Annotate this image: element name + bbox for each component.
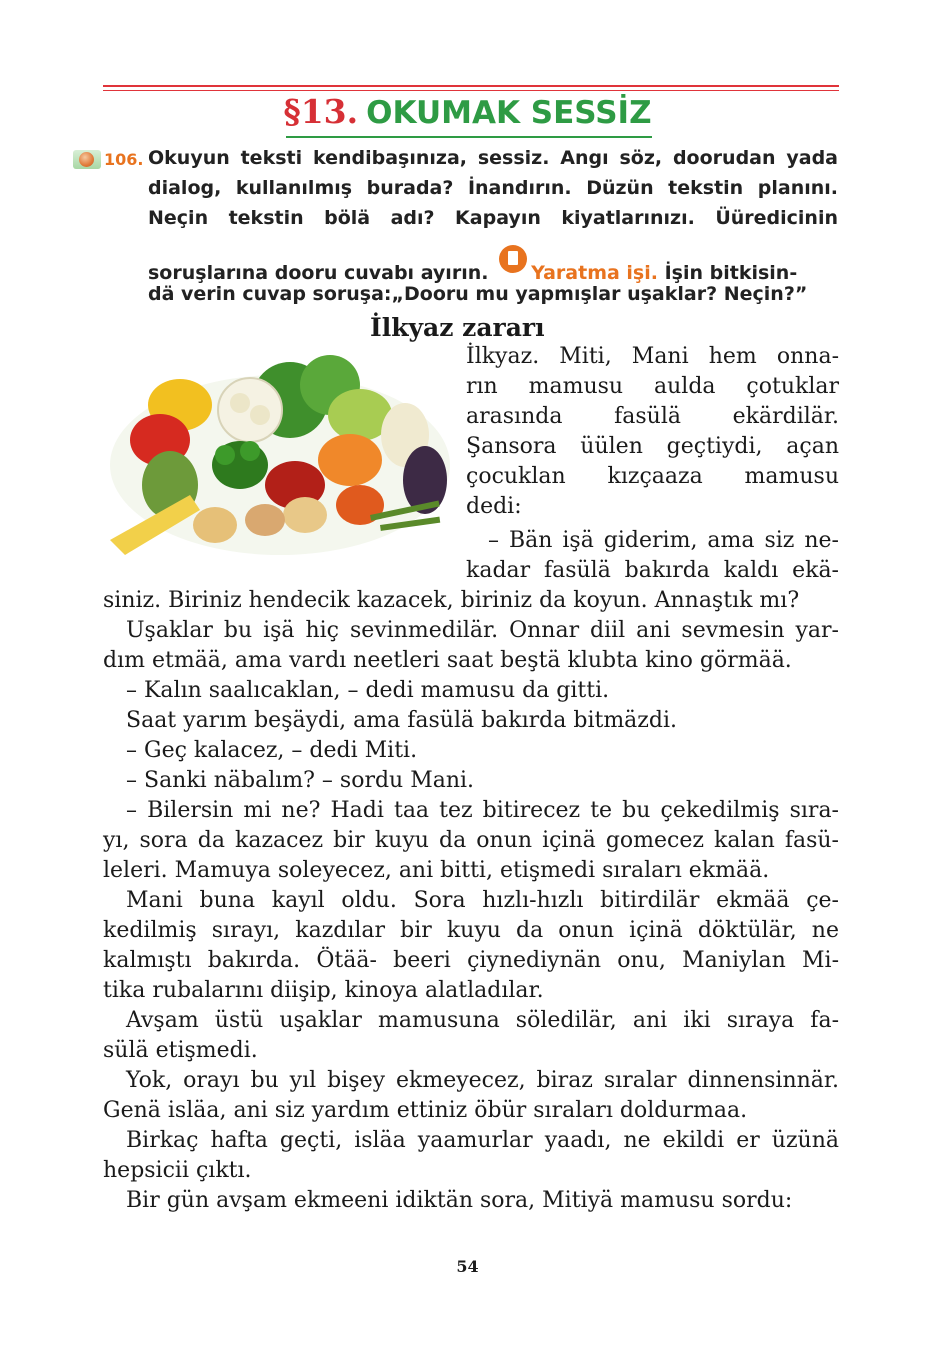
top-rule-thin [103,90,839,91]
story-line-22: tika rubalarını diişip, kinoya alatladılar. [103,978,544,1003]
story-line-7: – Bän işä giderim, ama siz ne- [488,528,839,553]
task-line-4 [148,253,797,284]
top-rule [103,85,839,87]
heading-underline [286,136,652,138]
task-line-2: dialog, kullanılmış burada? İnandırın. Düzün tekstin planını. [148,177,838,199]
task-line-1: Okuyun teksti kendibaşınıza, sessiz. Angı söz, doorudan yada [148,147,838,169]
creative-task-icon [499,245,527,273]
creative-task-label: Yaratma işi. [531,262,658,284]
story-line-24: sülä etişmedi. [103,1038,258,1063]
story-line-27: Birkaç hafta geçti, isläa yaamurlar yaadı, ne ekildi er üzünä [126,1128,839,1153]
story-line-16: – Bilersin mi ne? Hadi taa tez bitirecez te bu çekedilmiş sıra- [126,798,839,823]
story-line-19: Mani buna kayıl oldu. Sora hızlı-hızlı bitirdilär ekmää çe- [126,888,839,913]
story-title: İlkyaz zararı [370,313,545,342]
story-line-25: Yok, orayı bu yıl bişey ekmeyecez, biraz sıralar dinnensinnär. [126,1068,839,1093]
story-line-6: dedi: [466,494,522,519]
story-line-3: arasında fasülä ekärdilär. [466,404,839,429]
story-line-15: – Sanki näbalım? – sordu Mani. [126,768,475,793]
task-marker-icon [73,150,101,169]
story-line-8: kadar fasülä bakırda kaldı ekä- [466,558,839,583]
story-line-4: Şansora üülen geçtiydi, açan [466,434,839,459]
story-line-23: Avşam üstü uşaklar mamusuna söledilär, ani iki sıraya fa- [126,1008,839,1033]
section-title: OKUMAK SESSİZ [366,95,652,131]
section-number: §13. [283,92,359,131]
task-number: 106. [104,150,144,169]
vegetables-illustration [100,355,455,560]
story-line-18: leleri. Mamuya soleyecez, ani bitti, etişmedi sıraları ekmää. [103,858,770,883]
story-line-21: kalmıştı bakırda. Ötää- beeri çiynediynän onu, Maniylan Mi- [103,948,839,973]
story-line-10: Uşaklar bu işä hiç sevinmedilär. Onnar diil ani sevmesin yar- [126,618,839,643]
story-line-17: yı, sora da kazacez bir kuyu da onun içinä gomecez kalan fasü- [103,828,839,853]
story-line-9: siniz. Biriniz hendecik kazacek, biriniz da koyun. Annaştık mı? [103,588,800,613]
task-line-4-tail: İşin bitkisin- [664,262,798,284]
story-line-13: Saat yarım beşäydi, ama fasülä bakırda bitmäzdi. [126,708,677,733]
page-number: 54 [456,1257,479,1276]
story-line-11: dım etmää, ama vardı neetleri saat beştä klubta kino görmää. [103,648,792,673]
task-line-4-text: soruşlarına dooru cuvabı ayırın. [148,262,489,284]
story-line-2: rın mamusu aulda çotuklar [466,374,839,399]
task-line-5: dä verin cuvap soruşa:„Dooru mu yapmışlar uşaklar? Neçin?” [148,283,808,305]
story-line-20: kedilmiş sırayı, kazdılar bir kuyu da onun içinä döktülär, ne [103,918,839,943]
story-line-29: Bir gün avşam ekmeeni idiktän sora, Mitiyä mamusu sordu: [126,1188,793,1213]
task-line-3: Neçin tekstin bölä adı? Kapayın kiyatlarınızı. Üüredicinin [148,207,838,229]
story-line-26: Genä isläa, ani siz yardım ettiniz öbür sıraları doldurmaa. [103,1098,748,1123]
section-heading [0,92,935,131]
story-line-1: İlkyaz. Miti, Mani hem onna- [466,344,839,369]
story-line-5: çocuklan kızçaaza mamusu [466,464,839,489]
story-line-12: – Kalın saalıcaklan, – dedi mamusu da gitti. [126,678,610,703]
story-line-28: hepsicii çıktı. [103,1158,252,1183]
story-line-14: – Geç kalacez, – dedi Miti. [126,738,418,763]
